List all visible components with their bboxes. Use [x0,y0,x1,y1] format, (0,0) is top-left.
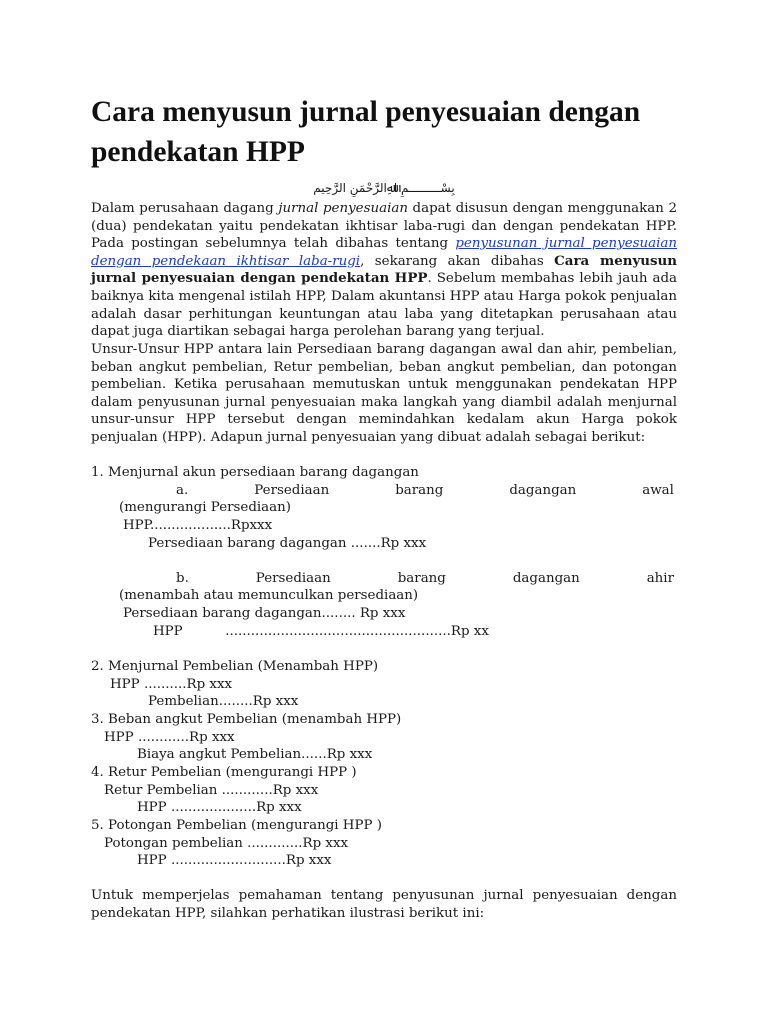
item-1b-word: Persediaan [255,571,331,586]
intro-italic-term: jurnal penyesuaian [278,201,408,216]
closing-paragraph: Untuk memperjelas pemahaman tentang penyusunan jurnal penyesuaian dengan pendekatan HPP, silahkan perhatikan ilustrasi berikut ini: [91,888,677,921]
item-2-credit-entry: Pembelian........Rp xxx [148,694,299,709]
item-1a-note: (mengurangi Persediaan) [119,500,291,515]
item-1b-word: ahir [646,571,674,586]
item-3-heading: 3. Beban angkut Pembelian (menambah HPP) [91,712,402,727]
page-title: Cara menyusun jurnal penyesuaian dengan pendekatan HPP [91,96,641,168]
hpp-elements-paragraph: Unsur-Unsur HPP antara lain Persediaan barang dagangan awal dan ahir, pembelian, beban angkut pembelian, Retur pembelian, beban angkut pembelian, dan potongan pembelian. Ketika perusahaan memutuskan untuk menggunakan pendekatan HPP dalam penyusunan jurnal penyesuaian maka langkah yang diambil adalah menjurnal unsur-unsur HPP tersebut dengan memindahkan kedalam akun Harga pokok penjualan (HPP). Adapun jurnal penyesuaian yang dibuat adalah sebagai berikut: [91,342,677,445]
item-1a-word: Persediaan [254,483,330,498]
item-1b-word: barang [397,571,446,586]
item-1a-word: dagangan [509,483,577,498]
basmalah-text: بِسْـــــــــمِ اﷲِالرَّحْمَنِ الرَّحِيم [313,181,455,195]
item-1a-debit-entry: HPP...................Rpxxx [123,518,273,533]
intro-text-1: Dalam perusahaan dagang [91,201,279,216]
item-1a-word: a. [176,483,189,498]
item-5-credit-entry: HPP ...........................Rp xxx [137,853,332,868]
item-4-credit-entry: HPP ....................Rp xxx [137,800,302,815]
item-1a-line [176,482,674,500]
item-2-heading: 2. Menjurnal Pembelian (Menambah HPP) [91,659,379,674]
item-1-heading: 1. Menjurnal akun persediaan barang dagangan [91,465,419,480]
intro-text-4: . Sebelum membahas lebih jauh ada baiknya kita mengenal istilah HPP, Dalam akuntansi HPP atau Harga pokok penjualan adalah dasar perhitungan keuntungan atau laba yang ditetapkan perusahaan atau dapat juga diartikan sebagai harga perolehan barang yang terjual. [91,271,678,340]
item-1b-debit-entry: Persediaan barang dagangan........ Rp xxx [123,606,406,621]
intro-text-2: dapat disusun dengan menggunakan 2 (dua) pendekatan yaitu pendekatan ikhtisar laba-rugi dan dengan pendekatan HPP. Pada postingan sebelumnya telah dibahas tentang [91,201,677,252]
item-1a-word: barang [395,483,444,498]
item-5-heading: 5. Potongan Pembelian (mengurangi HPP ) [91,818,382,833]
item-3-debit-entry: HPP ............Rp xxx [104,730,235,745]
previous-post-link[interactable]: penyusunan jurnal penyesuaian dengan pendekaan ikhtisar laba-rugi [91,236,677,269]
item-1b-credit-entry: HPP .....................................................Rp xx [153,624,489,639]
item-5-debit-entry: Potongan pembelian .............Rp xxx [104,836,349,851]
item-3-credit-entry: Biaya angkut Pembelian......Rp xxx [137,747,373,762]
item-1a-credit-entry: Persediaan barang dagangan .......Rp xxx [148,536,427,551]
item-4-heading: 4. Retur Pembelian (mengurangi HPP ) [91,765,357,780]
intro-bold-topic: Cara menyusun jurnal penyesuaian dengan pendekatan HPP [91,252,677,287]
intro-paragraph [91,200,677,341]
item-1b-note: (menambah atau memunculkan persediaan) [119,588,419,603]
item-1b-word: dagangan [512,571,580,586]
intro-text-3: , sekarang akan dibahas [360,253,555,269]
item-1a-word: awal [642,483,674,498]
item-1b-word: b. [176,571,189,586]
item-2-debit-entry: HPP ..........Rp xxx [110,677,233,692]
item-4-debit-entry: Retur Pembelian ............Rp xxx [104,783,319,798]
item-1b-line [176,570,674,588]
